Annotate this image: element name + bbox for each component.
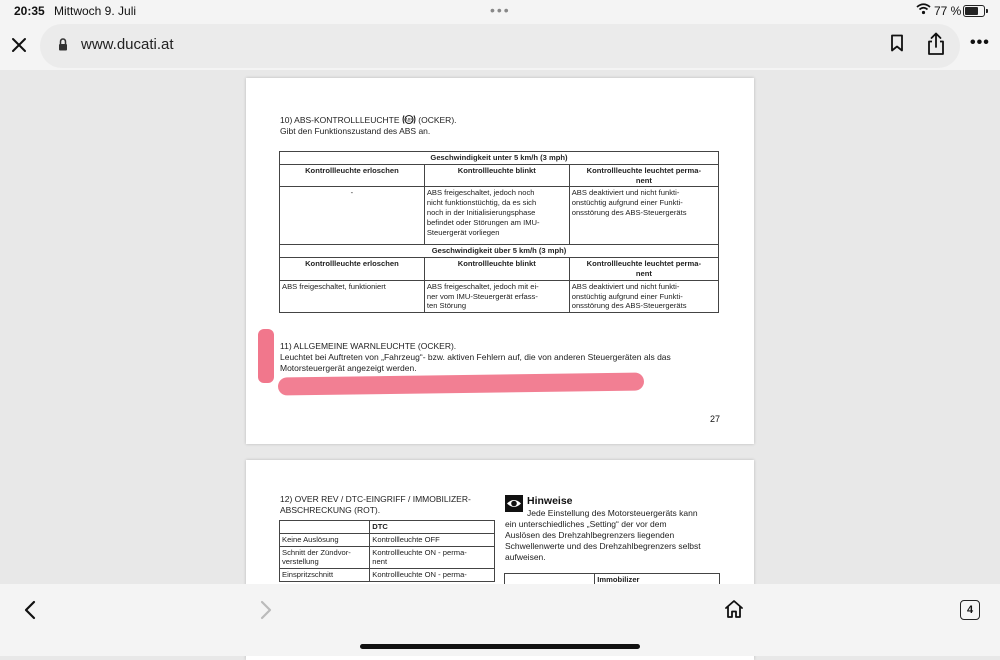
status-bar <box>0 0 1000 22</box>
back-icon[interactable] <box>22 600 38 620</box>
item10-suffix: (OCKER). <box>418 115 457 125</box>
dtc-table-cell: Schnitt der Zündvor- verstellung <box>280 546 370 569</box>
status-date: Mittwoch 9. Juli <box>54 4 137 18</box>
abs-table <box>279 151 719 313</box>
item12-line1: 12) OVER REV / DTC-EINGRIFF / IMMOBILIZER- <box>280 494 471 504</box>
home-icon[interactable] <box>724 599 744 619</box>
abs-table-cell: - <box>280 187 425 245</box>
abs-table-section2: Geschwindigkeit über 5 km/h (3 mph) <box>280 245 719 258</box>
dtc-table-cell: Kontrollleuchte OFF <box>370 533 495 546</box>
url-text[interactable]: www.ducati.at <box>81 36 174 53</box>
dtc-table-cell: Kontrollleuchte ON - perma- nent <box>370 546 495 569</box>
item10-desc: Gibt den Funktionszustand des ABS an. <box>280 126 431 136</box>
immobilizer-header: Immobilizer <box>595 574 720 587</box>
dtc-table-cell: Einspritzschnitt <box>280 569 370 582</box>
dtc-table-header: DTC <box>370 521 495 534</box>
dtc-table-cell: Kontrollleuchte ON - perma- <box>370 569 495 582</box>
hinweise-title: Hinweise <box>527 495 573 507</box>
eye-icon <box>505 495 523 512</box>
tabs-icon[interactable]: 4 <box>960 600 980 620</box>
battery-percent: 77 % <box>934 4 962 18</box>
item11-line1: Leuchtet bei Auftreten von „Fahrzeug“- bzw. aktiven Fehlern auf, die von anderen Steuergeräten als das <box>280 352 671 362</box>
item11-line2: Motorsteuergerät angezeigt werden. <box>280 363 417 373</box>
abs-table-cell: ABS freigeschaltet, jedoch noch nicht funktionstüchtig, da es sich noch in der Initialisierungsphase befindet oder Störungen am IMU- Steuergerät vorliegen <box>424 187 569 245</box>
item10-title: 10) ABS-KONTROLLLEUCHTE <box>280 115 400 125</box>
abs-table-section1: Geschwindigkeit unter 5 km/h (3 mph) <box>280 152 719 165</box>
hinweise-line: Schwellenwerte und des Drehzahlbegrenzers selbst <box>505 541 701 551</box>
abs-icon <box>402 114 416 125</box>
hinweise-line: aufweisen. <box>505 552 546 562</box>
abs-table-col1: Kontrollleuchte erloschen <box>280 164 425 187</box>
abs-table-col3: Kontrollleuchte leuchtet perma- nent <box>569 164 718 187</box>
bottom-toolbar <box>0 584 1000 656</box>
abs-table-cell: ABS freigeschaltet, jedoch mit ei- ner vom IMU-Steuergerät erfass- ten Störung <box>424 280 569 312</box>
battery-icon <box>963 5 985 17</box>
dtc-table <box>279 520 495 582</box>
abs-table-col2: Kontrollleuchte blinkt <box>424 164 569 187</box>
abs-table-col1: Kontrollleuchte erloschen <box>280 258 425 281</box>
abs-table-cell: ABS deaktiviert und nicht funkti- onstüchtig aufgrund einer Funkti- onsstörung des ABS-Steuergeräts <box>569 187 718 245</box>
svg-text:ABS: ABS <box>404 117 413 123</box>
item11-title: 11) ALLGEMEINE WARNLEUCHTE (OCKER). <box>280 341 457 351</box>
hinweise-line: ein unterschiedliches „Setting“ der vor dem <box>505 519 667 529</box>
hinweise-line: Auslösen des Drehzahlbegrenzers liegenden <box>505 530 675 540</box>
abs-table-cell: ABS freigeschaltet, funktioniert <box>280 280 425 312</box>
forward-icon[interactable] <box>258 600 274 620</box>
wifi-icon <box>916 3 931 15</box>
address-bar[interactable] <box>40 24 960 68</box>
bookmark-icon[interactable] <box>890 34 904 52</box>
home-indicator[interactable] <box>360 644 640 649</box>
item10-heading <box>280 114 457 126</box>
lock-icon <box>58 38 68 51</box>
abs-table-col3: Kontrollleuchte leuchtet perma- nent <box>569 258 718 281</box>
hinweise-line: Jede Einstellung des Motorsteuergeräts kann <box>527 508 698 518</box>
more-icon[interactable]: ••• <box>970 34 990 51</box>
status-time: 20:35 <box>14 4 45 18</box>
dtc-table-cell: Keine Auslösung <box>280 533 370 546</box>
abs-table-col2: Kontrollleuchte blinkt <box>424 258 569 281</box>
close-icon[interactable] <box>8 34 30 56</box>
item12-line2: ABSCHRECKUNG (ROT). <box>280 505 381 515</box>
page-number: 27 <box>710 414 721 424</box>
browser-toolbar <box>0 22 1000 70</box>
share-icon[interactable] <box>926 32 946 56</box>
multitask-dots[interactable]: ••• <box>490 2 511 18</box>
highlight-mark-vertical <box>258 329 274 383</box>
abs-table-cell: ABS deaktiviert und nicht funkti- onstüchtig aufgrund einer Funkti- onsstörung des ABS-Steuergeräts <box>569 280 718 312</box>
